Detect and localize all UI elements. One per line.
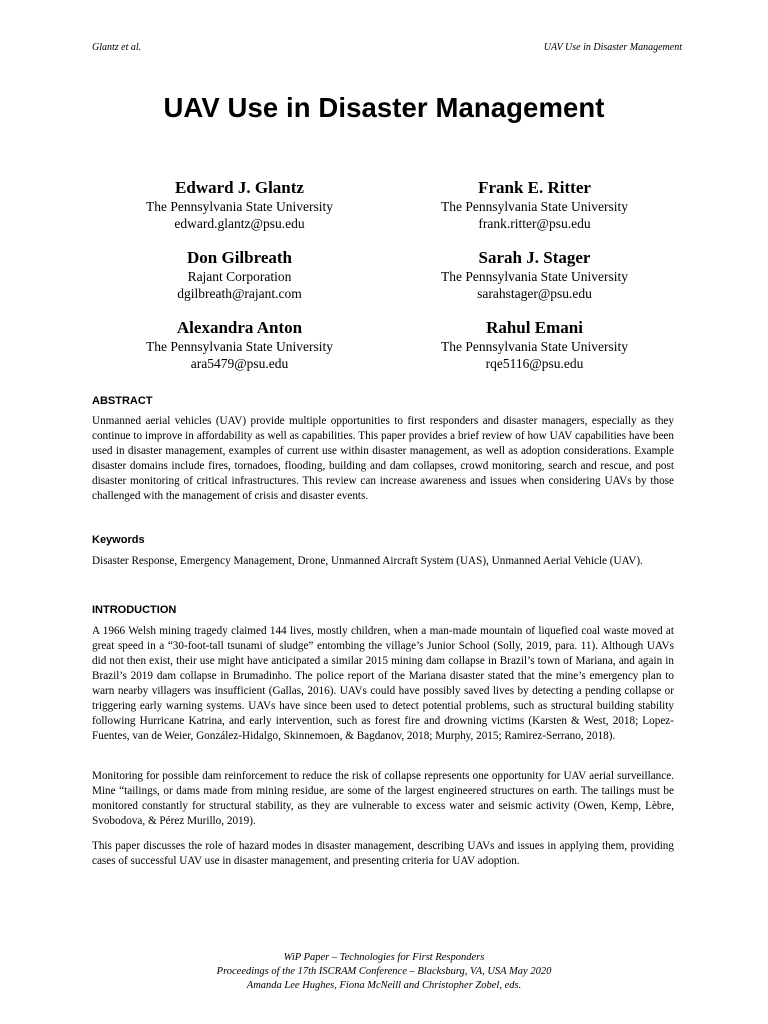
paper-title: UAV Use in Disaster Management bbox=[163, 92, 605, 123]
intro-paragraph-1: A 1966 Welsh mining tragedy claimed 144 lives, mostly children, when a man-made mountain of liquefied coal waste moved at great speed in a “30-foot-tall tsunami of sludge” entombing the village’s Junior School (Solly, 2019, para. 11). Although UAVs did not then exist, their use might have anticipated a similar 2015 mining dam collapse in Brazil’s town of Mariana, and again in Brazil’s 2019 dam collapse in Brumadinho. The police report of the Mariana disaster stated that the mine’s emergency plan to warn nearby villagers was insufficient (Gallas, 2016). UAVs could have possibly saved lives by detecting a pending collapse or triggering early warning systems. UAVs have since been used to detect potential problems, such as structural building stability following Hurricane Katrina, and early intervention, such as forest fire and drowning victims (Karsten & West, 2018; Lopez-Fuentes, van de Weier, González-Hidalgo, Skinnemoen, & Bagdanov, 2018; Murphy, 2015; Ramirez-Serrano, 2018). bbox=[92, 625, 674, 742]
author-affiliation: The Pennsylvania State University bbox=[145, 339, 334, 354]
keywords-text: Disaster Response, Emergency Management, Drone, Unmanned Aircraft System (UAS), Unmanned Aerial Vehicle (UAV). bbox=[92, 555, 643, 567]
intro-paragraph-3: This paper discusses the role of hazard modes in disaster management, describing UAVs and issues in applying them, providing cases of successful UAV use in disaster management, and presenting criteria for UAV adoption. bbox=[92, 840, 674, 867]
author-affiliation: The Pennsylvania State University bbox=[440, 269, 629, 284]
author-email: edward.glantz@psu.edu bbox=[174, 215, 305, 231]
intro-paragraph-2: Monitoring for possible dam reinforcement to reduce the risk of collapse represents one opportunity for UAV aerial surveillance. Mine “tailings, or dams made from mining residue, are some of the largest engineered structures on earth. The tailings must be monitored constantly for structural stability, as they are vulnerable to excess water and seismic activity (Owen, Kemp, Lèbre, Svobodova, & Pérez Murillo, 2019). bbox=[92, 770, 674, 827]
introduction-heading: INTRODUCTION bbox=[92, 604, 177, 616]
author-block bbox=[92, 177, 682, 372]
running-header-authors: Glantz et al. bbox=[92, 42, 142, 53]
footer-proceedings: Proceedings of the 17th ISCRAM Conference – Blacksburg, VA, USA May 2020 bbox=[216, 966, 552, 977]
author-email: sarahstager@psu.edu bbox=[477, 285, 592, 301]
author-2 bbox=[387, 177, 682, 232]
author-affiliation: The Pennsylvania State University bbox=[440, 339, 629, 354]
footer-track: WiP Paper – Technologies for First Responders bbox=[283, 952, 485, 963]
author-affiliation: The Pennsylvania State University bbox=[440, 199, 629, 214]
keywords-heading: Keywords bbox=[92, 534, 145, 546]
abstract-heading: ABSTRACT bbox=[92, 395, 153, 407]
author-name: Frank E. Ritter bbox=[478, 178, 591, 197]
author-name: Alexandra Anton bbox=[176, 318, 303, 337]
author-4 bbox=[387, 247, 682, 302]
author-6 bbox=[387, 317, 682, 372]
author-name: Rahul Emani bbox=[486, 318, 583, 337]
author-email: dgilbreath@rajant.com bbox=[177, 285, 302, 301]
page-footer bbox=[0, 951, 768, 993]
author-1 bbox=[92, 177, 387, 232]
author-name: Edward J. Glantz bbox=[175, 178, 304, 197]
footer-editors: Amanda Lee Hughes, Fiona McNeill and Christopher Zobel, eds. bbox=[246, 980, 522, 991]
author-5 bbox=[92, 317, 387, 372]
author-affiliation: Rajant Corporation bbox=[187, 269, 292, 284]
author-email: frank.ritter@psu.edu bbox=[478, 215, 591, 231]
running-header-title: UAV Use in Disaster Management bbox=[543, 42, 682, 53]
author-email: ara5479@psu.edu bbox=[190, 355, 289, 371]
author-name: Don Gilbreath bbox=[186, 248, 292, 267]
author-email: rqe5116@psu.edu bbox=[485, 355, 584, 371]
abstract-text: Unmanned aerial vehicles (UAV) provide multiple opportunities to first responders and disaster managers, especially as they continue to improve in affordability as well as capabilities. This paper provides a brief review of how UAV capabilities have been used in disaster management, examples of current use within disaster management, as well as adoption considerations. Example disaster domains include fires, tornadoes, flooding, building and dam collapses, crowd monitoring, search and rescue, and post disaster monitoring of critical infrastructures. This review can increase awareness and issues when considering UAVs by those challenged with the management of crisis and disaster events. bbox=[92, 415, 674, 502]
author-affiliation: The Pennsylvania State University bbox=[145, 199, 334, 214]
author-3 bbox=[92, 247, 387, 302]
author-name: Sarah J. Stager bbox=[478, 248, 591, 267]
